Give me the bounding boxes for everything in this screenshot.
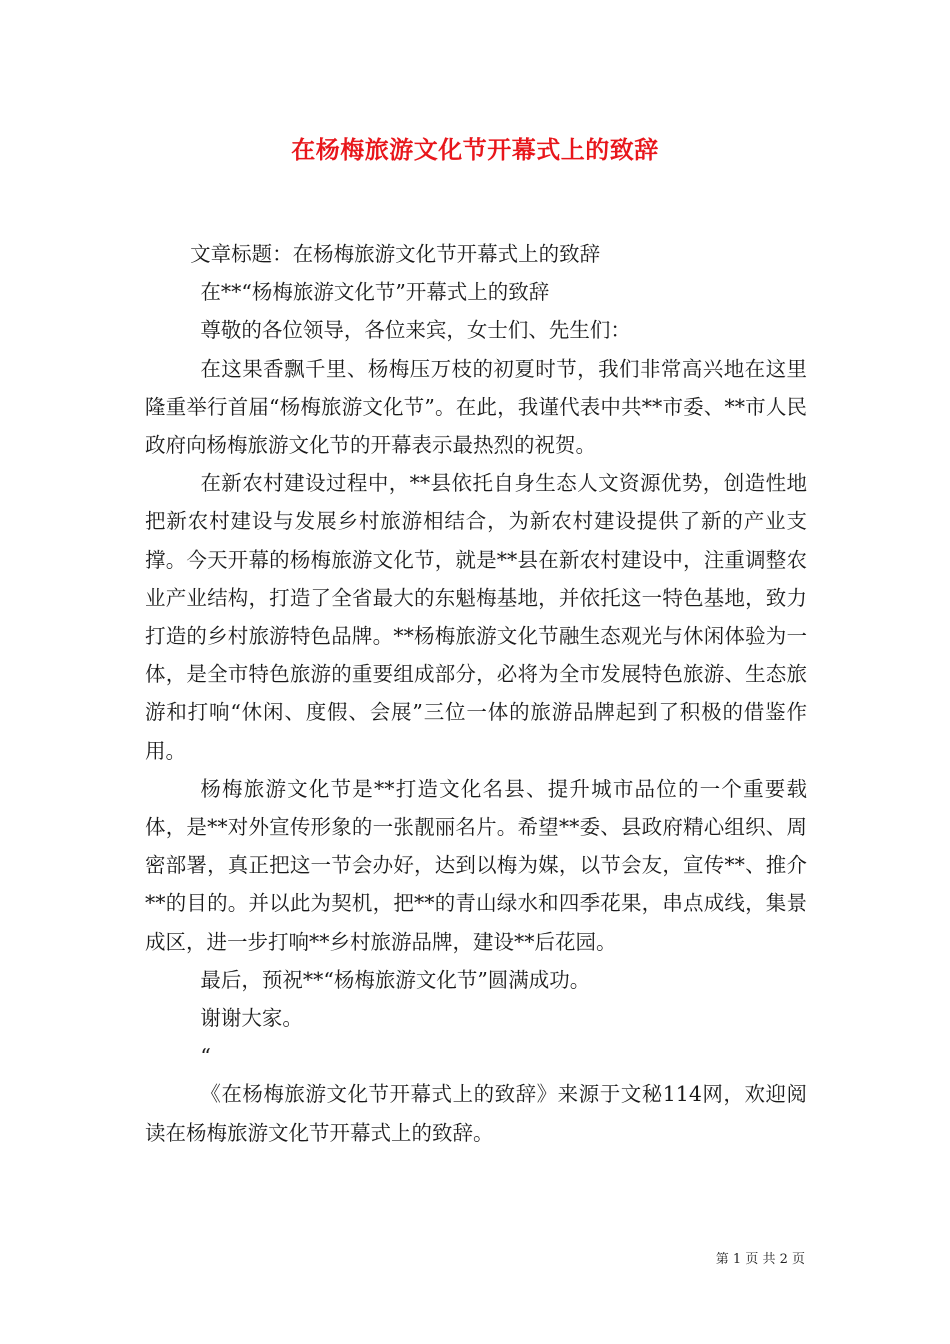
paragraph-rural-construction: 在新农村建设过程中，**县依托自身生态人文资源优势，创造性地把新农村建设与发展乡村旅游相结合，为新农村建设提供了新的产业支撑。今天开幕的杨梅旅游文化节，就是**县在新农村建设中，注重调整农业产业结构，打造了全省最大的东魁梅基地，并依托这一特色基地，致力打造的乡村旅游特色品牌。**杨梅旅游文化节融生态观光与休闲体验为一体，是全市特色旅游的重要组成部分，必将为全市发展特色旅游、生态旅游和打响“休闲、度假、会展”三位一体的旅游品牌起到了积极的借鉴作用。 <box>145 471 807 763</box>
paragraph-thanks: 谢谢大家。 <box>200 1006 303 1031</box>
paragraph-closing-wish: 最后，预祝**“杨梅旅游文化节”圆满成功。 <box>200 967 591 992</box>
paragraph-festival-significance: 杨梅旅游文化节是**打造文化名县、提升城市品位的一个重要载体，是**对外宣传形象的一张靓丽名片。希望**委、县政府精心组织、周密部署，真正把这一节会办好，达到以梅为媒，以节会友，宣传**、推介**的目的。并以此为契机，把**的青山绿水和四季花果，串点成线，集景成区，进一步打响**乡村旅游品牌，建设**后花园。 <box>145 776 807 954</box>
paragraph-opening: 在这果香飘千里、杨梅压万枝的初夏时节，我们非常高兴地在这里隆重举行首届“杨梅旅游文化节”。在此，我谨代表中共**市委、**市人民政府向杨梅旅游文化节的开幕表示最热烈的祝贺。 <box>145 356 807 458</box>
document-title: 在杨梅旅游文化节开幕式上的致辞 <box>291 135 659 164</box>
paragraph-article-heading: 文章标题：在杨梅旅游文化节开幕式上的致辞 <box>190 242 601 266</box>
document-body <box>145 235 807 1152</box>
paragraph-source-note: 《在杨梅旅游文化节开幕式上的致辞》来源于文秘114网，欢迎阅读在杨梅旅游文化节开幕式上的致辞。 <box>145 1082 807 1145</box>
page-number-footer: 第 1 页 共 2 页 <box>715 1252 805 1267</box>
paragraph-salutation: 尊敬的各位领导，各位来宾，女士们、先生们： <box>200 318 631 343</box>
paragraph-quote-mark: “ <box>200 1044 211 1069</box>
paragraph-speech-title: 在**“杨梅旅游文化节”开幕式上的致辞 <box>200 280 550 305</box>
